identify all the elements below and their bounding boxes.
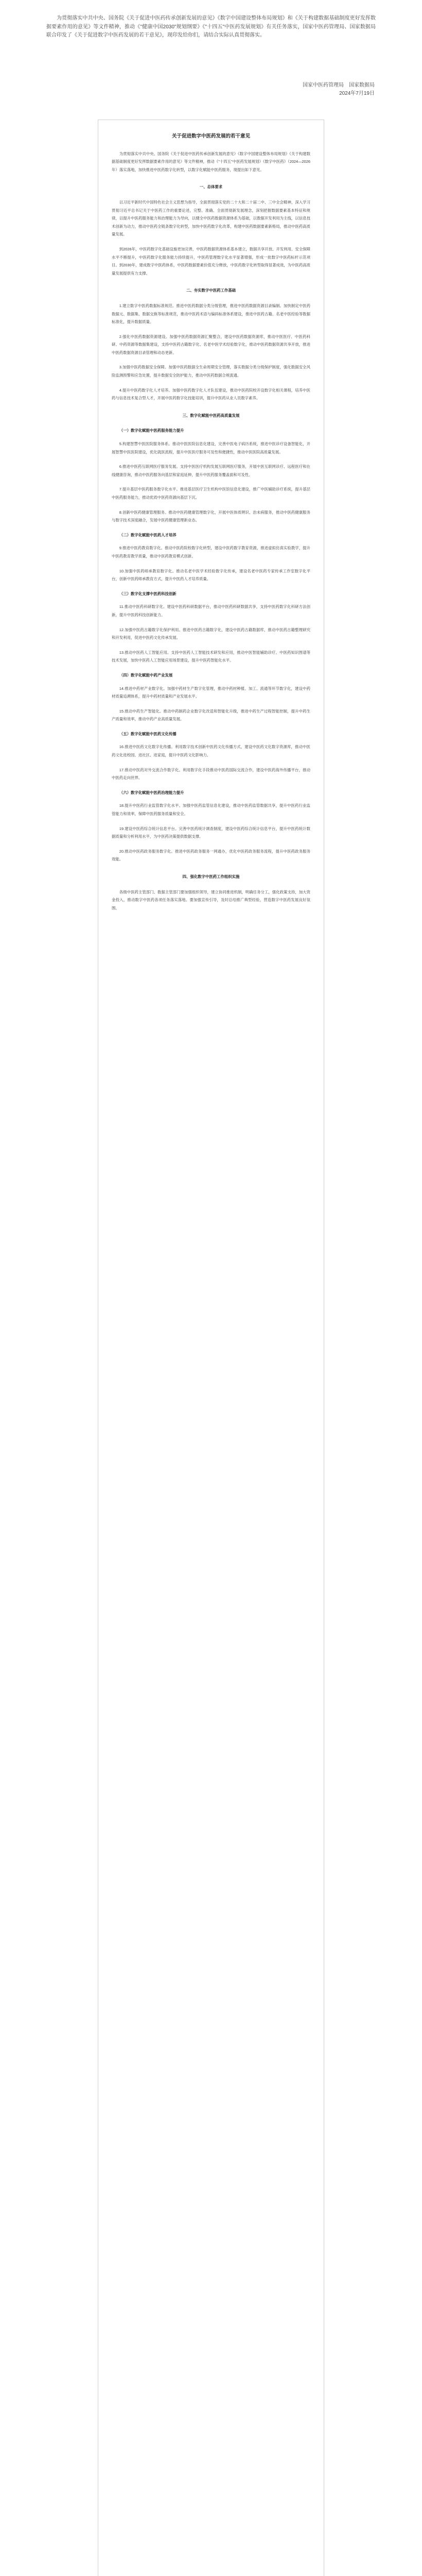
paragraph: 16.推进中医药文化数字化传播。利用数字技术创新中医药文化传播方式，建设中医药文化数字资源库，推动中医药文化进校园、进社区、进家庭，提升中医药文化影响力。	[112, 744, 310, 758]
paragraph: 1.建立数字中医药数据标准规范。推进中医药数据分类分级管理，推进中医药数据资源目录编制。加快制定中医药数据元、数据集、数据交换等标准规范，推动中医药术语与编码标准体系建设，推进中医药古籍、名老中医经验等数据标准化，提升数据质量。	[112, 303, 310, 325]
subsection-heading: （二）数字化赋能中医药人才培养	[119, 532, 177, 537]
section-2-heading: 二、夯实数字中医药工作基础	[186, 288, 236, 293]
sign-org: 国家中医药管理局 国家数据局	[303, 82, 375, 88]
document-title: 关于促进数字中医药发展的若干意见	[171, 133, 250, 139]
paragraph: 19.建设中医药综合统计信息平台。完善中医药统计调查制度，建设中医药综合统计信息平台，提升中医药统计数据质量和分析利用水平，为中医药决策提供数据支撑。	[112, 826, 310, 839]
intro-paragraph: 为贯彻落实中共中央、国务院《关于促进中医药传承创新发展的意见》《数字中国建设整体布局规划》和《关于构建数据基础制度更好发挥数据要素作用的意见》等文件精神，推动《"健康中国2030"规划纲要》《"十四五"中医药发展规划》有关任务落实，国家中医药管理局、国家数据局联合印发了《关于促进数字中医药发展的若干意见》，现印发给你们，请结合实际认真贯彻落实。	[46, 15, 376, 38]
paragraph: 12.加强中医药古籍数字化保护利用。推进中医药古籍数字化，建设中医药古籍数据库，推动中医药古籍整理研究和开发利用，促进中医药文化传承发展。	[112, 627, 310, 640]
section-1-heading: 一、总体要求	[199, 184, 223, 190]
paragraph: 7.提升基层中医药服务数字化水平。推进基层医疗卫生机构中医馆信息化建设，推广中医辅助诊疗系统，提升基层中医药服务能力，推动优质中医药资源向基层下沉。	[112, 487, 310, 500]
paragraph: 14.推进中药材产业数字化。加强中药材生产数字化管理，推动中药材种植、加工、流通等环节数字化，建设中药材质量追溯体系，提升中药材质量和产业发展水平。	[112, 686, 310, 699]
subsection-heading: （六）数字化赋能中医药治理能力提升	[119, 790, 184, 795]
paragraph: 各级中医药主管部门、数据主管部门要加强组织领导，建立协同推进机制，明确任务分工，强化政策支持，加大资金投入，推动数字中医药各项任务落实落地。要加强宣传引导，及时总结推广典型经验，营造数字中医药发展良好氛围。	[112, 889, 310, 910]
subsection-heading: （五）数字化赋能中医药文化传播	[119, 731, 177, 736]
intro-text	[46, 14, 376, 44]
paragraph: 以习近平新时代中国特色社会主义思想为指导，全面贯彻落实党的二十大和二十届二中、三中全会精神，深入学习贯彻习近平总书记关于中医药工作的重要论述，完整、准确、全面贯彻新发展理念，深刻把握数据要素基本特征和规律，以提升中医药服务能力和治理能力为导向，以健全中医药数据资源体系为基础，以数据开发利用为主线，以信息技术创新为动力，推动中医药全链条数字化转型，加快中医药数字化改革，构建中医药数据要素新格局，推动中医药高质量发展。	[112, 199, 310, 237]
section-3-heading: 三、数字化赋能中医药高质量发展	[182, 413, 240, 418]
paragraph: 4.提升中医药数字化人才培养。加强中医药数字化人才队伍建设，推动中医药院校开设数字化相关课程，培养中医药与信息技术复合型人才，开展中医药数字化技能培训，提升中医药从业人员数字素养。	[112, 387, 310, 401]
paragraph: 9.推进中医药教育数字化。推动中医药院校数字化转型，建设中医药数字教育资源，推进虚拟仿真实验教学，提升中医药教育教学质量，推动中医药教育模式创新。	[112, 546, 310, 558]
subsection-heading: （四）数字化赋能中药产业发展	[119, 672, 173, 677]
paragraph: 15.推动中药生产智能化。推动中药制药企业数字化改造和智能化升级，推进中药生产过程智能控制，提升中药生产质量和效率，推动中药产业高质量发展。	[112, 708, 310, 722]
document-image	[98, 120, 324, 2576]
paragraph: 17.推动中医药对外交流合作数字化。利用数字化手段推动中医药国际交流合作，建设中医药海外传播平台，推动中医药走向世界。	[112, 767, 310, 781]
signature-block	[303, 81, 375, 98]
preamble: 为贯彻落实中共中央、国务院《关于促进中医药传承创新发展的意见》《数字中国建设整体布局规划》《关于构建数据基础制度更好发挥数据要素作用的意见》等文件精神，推动《"十四五"中医药发展规划》《数字中医药》（2024—2026年）落实落地，加快推进中医药数字化转型，以数字化赋能中医药服务，现提出如下意见。	[112, 151, 310, 172]
paragraph: 11.推动中医药科研数字化。建设中医药科研数据平台，推动中医药科研数据共享，支持中医药数字化科研方法创新，提升中医药科技创新能力。	[112, 604, 310, 617]
paragraph: 3.加强中医药数据安全保障。加强中医药数据全生命周期安全管理，落实数据分类分级保护制度，强化数据安全风险监测预警和应急处置，提升数据安全防护能力，推动中医药数据合规流通。	[112, 365, 310, 378]
sign-date: 2024年7月19日	[339, 91, 375, 96]
paragraph: 2.强化中医药数据资源建设。加强中医药数据资源汇聚整合，建设中医药数据资源库，推动中医医疗、中医药科研、中药资源等数据集建设，支持中医药古籍数字化、名老中医学术经验数字化，推动中医药数据资源共享开放，推进中医药数据资源目录管理和动态更新。	[112, 334, 310, 355]
section-4-heading: 四、强化数字中医药工作组织实施	[182, 874, 240, 879]
paragraph: 5.构建智慧中医医院服务体系。推动中医医院信息化建设，完善中医电子病历系统，推进中医诊疗设备智能化，开展智慧中医医院建设，优化就医流程，提升中医医疗服务可及性和便捷性，推动中医医院高质量发展。	[112, 442, 310, 454]
paragraph: 6.推进中医药互联网医疗服务发展。支持中医医疗机构发展互联网医疗服务，开展中医互联网诊疗、远程医疗和在线健康咨询，推动中医药服务向基层和家庭延伸，提升中医药服务覆盖面和可及性。	[112, 464, 310, 477]
paragraph: 8.创新中医药健康管理服务。推动中医药健康管理数字化，开展中医体质辨识、治未病服务，推动中医药健康服务与数字技术深度融合，发展中医药健康管理新业态。	[112, 510, 310, 523]
paragraph: 13.推动中医药人工智能应用。支持中医药人工智能技术研发和应用，推动中医智能辅助诊疗、中医药知识图谱等技术发展，加快中医药人工智能应用场景建设，提升中医药智能化水平。	[112, 650, 310, 663]
paragraph: 20.推动中医药政务服务数字化。推进中医药政务服务一网通办，优化中医药政务服务流程，提升中医药政务服务效能。	[112, 849, 310, 862]
subsection-heading: （三）数字化支撑中医药科技创新	[119, 591, 177, 596]
paragraph: 到2026年，中医药数字化基础设施更加完善，中医药数据资源体系基本建立，数据共享开放、开发利用、安全保障水平不断提升，中医药数字化服务能力持续提升，中医药管理数字化水平显著增强，形成一批数字中医药标杆示范项目。到2030年，建成数字中医药体系，中医药数据要素价值充分释放，中医药数字化转型取得显著成效，为中医药高质量发展提供有力支撑。	[112, 246, 310, 276]
paragraph: 18.提升中医药行业监管数字化水平。加强中医药监管信息化建设，推动中医药监管数据共享，提升中医药行业监管能力和效率，保障中医药服务质量和安全。	[112, 803, 310, 817]
subsection-heading: （一）数字化赋能中医药服务能力提升	[119, 428, 184, 433]
paragraph: 10.加强中医药师承教育数字化。推动名老中医学术经验数字化传承，建设名老中医药专家传承工作室数字化平台，创新中医药师承教育方式，提升中医药人才培养质量。	[112, 568, 310, 582]
